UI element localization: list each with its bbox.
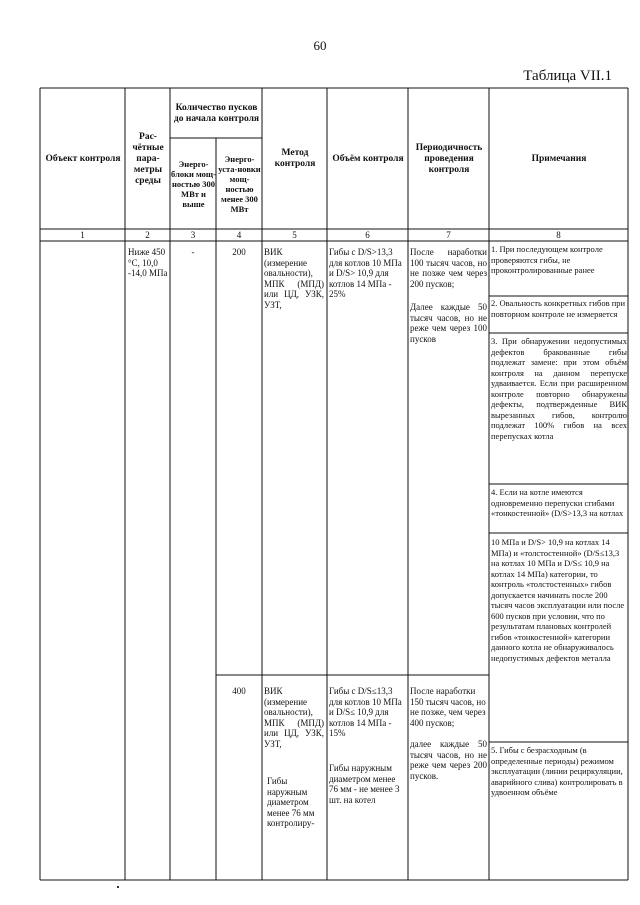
column-number: 1 (80, 230, 85, 240)
row2-method-note: Гибы наружным диаметром менее 76 мм контролиру- (267, 776, 315, 828)
row1-period-next: Далее каждые 50 тысяч часов, но не реже чем через 100 пусков (410, 302, 487, 344)
note-4: 4. Если на котле имеются одновременно перепуски сгибами «тонкостенной» (D/S>13,3 на котлах (491, 487, 624, 518)
header-starts-group: Количество пусков до начала контроля (173, 102, 260, 124)
column-number: 5 (292, 230, 297, 240)
header-notes: Примечания (531, 153, 587, 164)
column-number: 6 (365, 230, 370, 240)
scan-dot (117, 886, 119, 888)
note-1: 1. При последующем контроле проверяются гибы, не проконтролированные ранее (491, 244, 603, 275)
row2-period-first: После наработки 150 тысяч часов, но не позже, чем через 400 пусков; (410, 686, 486, 728)
row2-period-next: далее каждые 50 тысяч часов, но не реже чем через 200 пусков. (410, 739, 487, 781)
header-volume: Объём контроля (332, 153, 404, 164)
page-number: 60 (313, 38, 327, 53)
note-5: 5. Гибы с безрасходным (в определенные периоды) режимом эксплуатации (линии рециркуляции, аварийного слива) контролировать в удвоенном объёме (491, 745, 623, 797)
row2-starts-less: 400 (232, 686, 246, 696)
column-number: 3 (190, 230, 196, 240)
header-starts-less: Энерго-уста-новки мощ-ностью менее 300 МВт (218, 154, 261, 214)
row1-params: Ниже 450 °С, 10,0 -14,0 МПа (128, 247, 168, 278)
row2-method: ВИК (измерение овальности), МПК (МПД) или ЦД, УЗК, УЗТ, (264, 686, 324, 749)
table-caption: Таблица VII.1 (523, 68, 612, 84)
header-object: Объект контроля (45, 153, 121, 164)
header-method: Метод контроля (274, 148, 316, 169)
header-params: Рас-чётные пара-метры среды (132, 131, 164, 186)
header-starts-300: Энерго-блоки мощ-ностью 300 МВт и выше (171, 159, 216, 209)
row2-volume-note: Гибы наружным диаметром менее 76 мм - не менее 3 шт. на котел (329, 763, 400, 805)
note-2: 2. Овальность конкретных гибов при повторном контроле не измеряется (491, 298, 626, 319)
column-number: 2 (145, 230, 150, 240)
row2-volume: Гибы с D/S≤13,3 для котлов 10 МПа и D/S≤ 10,9 для котлов 14 МПа - 15% (329, 686, 402, 738)
row1-starts-300: - (191, 247, 195, 257)
row1-method: ВИК (измерение овальности), МПК (МПД) или ЦД, УЗК, УЗТ, (264, 247, 324, 310)
row1-starts-less: 200 (232, 247, 246, 257)
column-number: 8 (556, 230, 561, 240)
row1-period-first: После наработки 100 тысяч часов, но не позже чем через 200 пусков; (410, 247, 487, 289)
column-number: 4 (236, 230, 242, 240)
row1-volume: Гибы с D/S>13,3 для котлов 10 МПа и D/S> 10,9 для котлов 14 МПа - 25% (329, 247, 402, 299)
note-3: 3. При обнаружении недопустимых дефектов бракованные гибы подлежат замене: при этом объём контроля на данном перепуске удваивается. Если при расширенном контроле повторно обнаружены дефекты, подтвержденные ВИК вырезанных гибов, контролю подлежат 100% гибов на всех перепусках котла (491, 336, 627, 441)
column-number: 7 (446, 230, 451, 240)
header-period: Периодичность проведения контроля (415, 142, 483, 175)
note-4-continued: 10 МПа и D/S> 10,9 на котлах 14 МПа) и «толстостенной» (D/S≤13,3 на котлах 10 МПа и D/S≤ 10,9 на котлах 14 МПа) категории, то контроль «толстостенных» гибов допускается начинать после 200 тысяч часов эксплуатации или после 600 пусков при условии, что по результатам плановых контролей гибов «тонкостенной» категории данного котла не обнаруживалось недопустимых дефектов металла (491, 537, 625, 663)
